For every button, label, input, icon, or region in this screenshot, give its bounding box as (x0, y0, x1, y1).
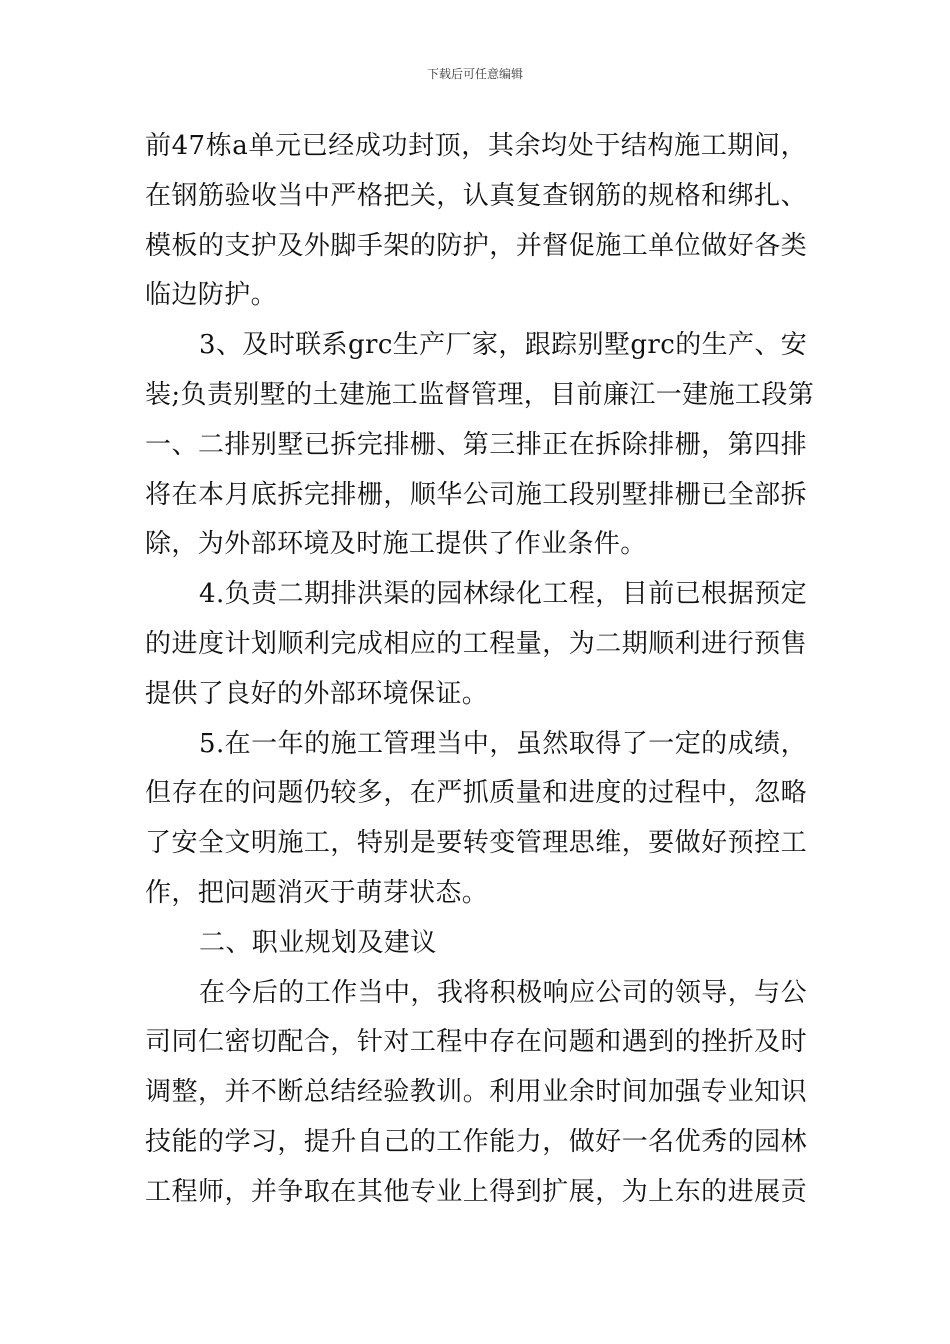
page-header: 下载后可任意编辑 (426, 67, 523, 81)
text-line: 作，把问题消灭于萌芽状态。 (145, 877, 489, 908)
document-body (145, 128, 815, 1224)
text-line: 提供了良好的外部环境保证。 (145, 678, 489, 709)
text-line: 司同仁密切配合，针对工程中存在问题和遇到的挫折及时 (145, 1027, 807, 1058)
text-line: 但存在的问题仍较多，在严抓质量和进度的过程中，忽略 (145, 778, 807, 809)
text-line: 在今后的工作当中，我将积极响应公司的领导，与公 (199, 977, 807, 1008)
text-line: 模板的支护及外脚手架的防护，并督促施工单位做好各类 (145, 230, 807, 261)
text-line: 将在本月底拆完排栅，顺华公司施工段别墅排栅已全部拆 (145, 479, 807, 510)
section-heading: 二、职业规划及建议 (199, 927, 437, 958)
text-line: 了安全文明施工，特别是要转变管理思维，要做好预控工 (145, 828, 807, 859)
text-line: 临边防护。 (145, 280, 278, 311)
text-line: 的进度计划顺利完成相应的工程量，为二期顺利进行预售 (145, 628, 807, 659)
text-line: 一、二排别墅已拆完排栅、第三排正在拆除排栅，第四排 (145, 429, 807, 460)
text-line: 在钢筋验收当中严格把关，认真复查钢筋的规格和绑扎、 (145, 180, 807, 211)
text-line: 技能的学习，提升自己的工作能力，做好一名优秀的园林 (145, 1126, 807, 1157)
text-line: 工程师，并争取在其他专业上得到扩展，为上东的进展贡 (145, 1176, 807, 1207)
text-line: 装;负责别墅的土建施工监督管理，目前廉江一建施工段第 (145, 379, 815, 410)
text-line: 5.在一年的施工管理当中，虽然取得了一定的成绩， (199, 728, 807, 759)
text-line: 前47栋a单元已经成功封顶，其余均处于结构施工期间， (145, 131, 807, 161)
text-line: 调整，并不断总结经验教训。利用业余时间加强专业知识 (145, 1077, 807, 1108)
text-line: 4.负责二期排洪渠的园林绿化工程，目前已根据预定 (199, 579, 807, 610)
text-line: 3、及时联系grc生产厂家，跟踪别墅grc的生产、安 (199, 330, 808, 361)
text-line: 除，为外部环境及时施工提供了作业条件。 (145, 529, 647, 560)
